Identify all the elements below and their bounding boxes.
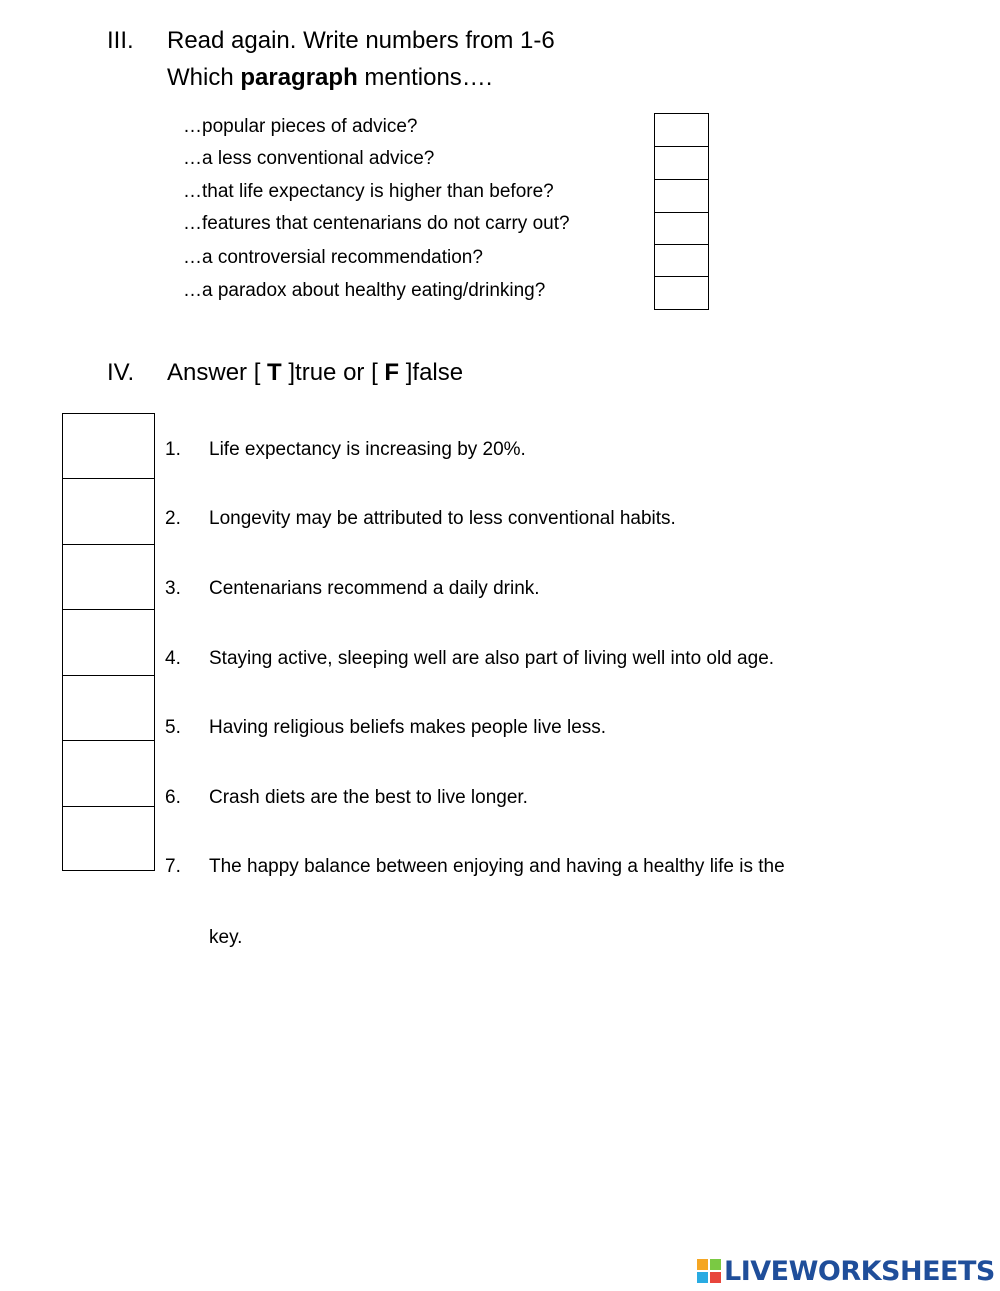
answer-box-3-1[interactable] [654,113,709,147]
answer-box-3-4[interactable] [654,212,709,246]
section-3-instruction: Read again. Write numbers from 1-6 [167,27,555,54]
tf-item-4-number: 4. [165,648,181,669]
tf-item-1-number: 1. [165,439,181,460]
section-3-item-3: …that life expectancy is higher than before? [183,181,554,202]
section-4-instruction: Answer [ T ]true or [ F ]false [167,359,464,386]
tf-box-6[interactable] [62,740,155,807]
answer-box-3-3[interactable] [654,179,709,213]
section-3-item-5: …a controversial recommendation? [183,247,483,268]
tf-box-1[interactable] [62,413,155,479]
section-3-item-4: …features that centenarians do not carry out? [183,213,570,234]
tf-box-7[interactable] [62,806,155,871]
tf-item-7-continuation: key. [209,927,243,948]
tf-item-3-number: 3. [165,578,181,599]
tf-item-1-text: Life expectancy is increasing by 20%. [209,439,526,460]
logo-text: LIVEWORKSHEETS [724,1255,995,1287]
tf-item-3-text: Centenarians recommend a daily drink. [209,578,540,599]
tf-item-6-text: Crash diets are the best to live longer. [209,787,528,808]
answer-box-3-2[interactable] [654,146,709,180]
tf-box-5[interactable] [62,675,155,741]
tf-item-5-text: Having religious beliefs makes people live less. [209,717,607,738]
tf-item-7-number: 7. [165,856,181,877]
tf-item-4-text: Staying active, sleeping well are also part of living well into old age. [209,648,775,669]
section-4-number: IV. [107,359,135,386]
tf-box-2[interactable] [62,478,155,545]
answer-box-3-5[interactable] [654,244,709,277]
section-3-item-2: …a less conventional advice? [183,148,435,169]
tf-item-6-number: 6. [165,787,181,808]
section-3-item-6: …a paradox about healthy eating/drinking? [183,280,546,301]
section-3-number: III. [107,27,134,54]
tf-item-5-number: 5. [165,717,181,738]
tf-item-2-text: Longevity may be attributed to less conventional habits. [209,508,676,529]
section-3-item-1: …popular pieces of advice? [183,116,418,137]
liveworksheets-logo [697,1253,995,1289]
answer-box-3-6[interactable] [654,276,709,310]
tf-item-7-text: The happy balance between enjoying and having a healthy life is the [209,856,785,877]
tf-box-3[interactable] [62,544,155,610]
tf-item-2-number: 2. [165,508,181,529]
logo-blocks-icon [697,1259,721,1283]
tf-box-4[interactable] [62,609,155,676]
section-3-question: Which paragraph mentions…. [167,64,493,91]
